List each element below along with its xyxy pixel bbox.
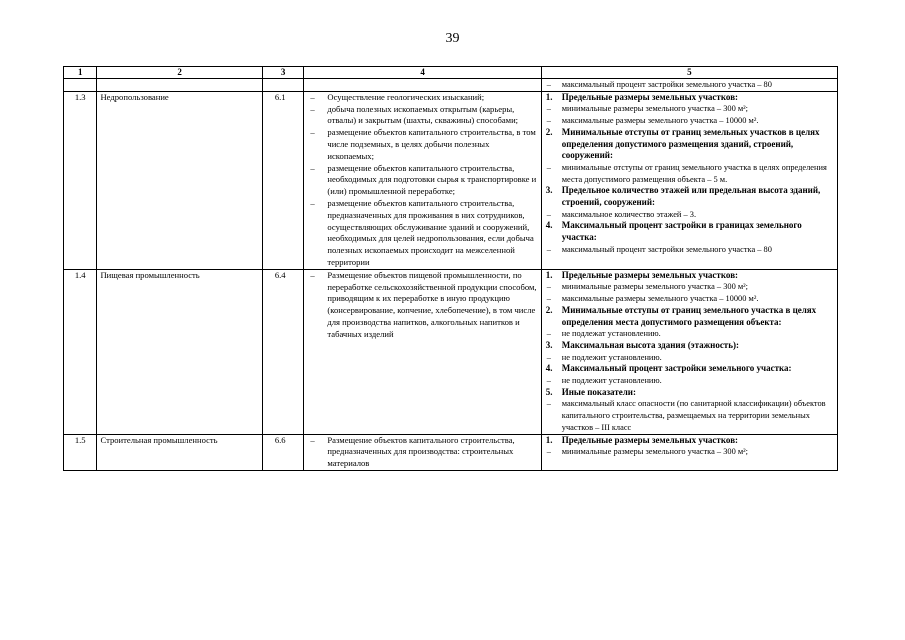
empty-cell	[304, 79, 541, 92]
page-number: 39	[445, 31, 460, 46]
empty-cell	[97, 79, 262, 92]
parameters-cell	[541, 434, 837, 470]
description-cell	[304, 434, 541, 470]
header-cell: 4	[304, 67, 541, 79]
parameter-section	[545, 127, 834, 162]
header-cell: 3	[262, 67, 304, 79]
parameter-section-number: 4.	[545, 220, 553, 231]
parameters-cell	[541, 269, 837, 434]
land-use-name-cell: Строительная промышленность	[97, 434, 262, 470]
description-list	[307, 92, 537, 269]
description-list	[307, 270, 537, 341]
parameter-section-title: Предельные размеры земельных участков:	[561, 91, 739, 102]
parameter-section-number: 2.	[545, 304, 553, 315]
parameter-item: – минимальные размеры земельного участка – 300 м²;	[545, 446, 834, 458]
parameter-section-title: Минимальные отступы от границ земельного участка в целях определения места допустимого размещения объекта:	[561, 304, 817, 327]
parameter-item: – не подлежат установлению.	[545, 328, 834, 340]
parameter-section-title: Иные показатели:	[561, 386, 636, 397]
parameters-cell	[541, 91, 837, 269]
parameter-item: – минимальные размеры земельного участка – 300 м²;	[545, 103, 834, 115]
description-cell	[304, 269, 541, 434]
parameter-item: – минимальные отступы от границ земельного участка в целях определения места допустимого размещения объекта – 5 м.	[545, 162, 834, 186]
parameter-section-number: 1.	[545, 269, 553, 280]
parameter-section	[545, 92, 834, 104]
parameter-section	[545, 435, 834, 447]
parameter-section-title: Предельные размеры земельных участков:	[561, 434, 739, 445]
parameter-section-number: 1.	[545, 434, 553, 445]
header-cell: 1	[64, 67, 97, 79]
parameter-section-title: Минимальные отступы от границ земельных участков в целях определения допустимого размещения зданий, строений, сооружений:	[561, 126, 820, 161]
empty-cell	[262, 79, 304, 92]
description-item: – Размещение объектов капитального строительства, предназначенных для производства: строительных материалов	[307, 435, 537, 470]
parameter-section-number: 1.	[545, 91, 553, 102]
land-use-code-cell: 6.4	[262, 269, 304, 434]
table-row	[64, 91, 838, 269]
parameter-item: – максимальный процент застройки земельного участка – 80	[545, 244, 834, 256]
description-list	[307, 435, 537, 470]
description-cell	[304, 91, 541, 269]
description-item: – размещение объектов капитального строительства, предназначенных для проживания в них сотрудников, осуществляющих обслуживание зданий и сооружений, необходимых для целей недропользования, если добыча полезных ископаемых происходит на межселенной территории	[307, 198, 537, 269]
row-number-cell: 1.3	[64, 91, 97, 269]
description-item: – Размещение объектов пищевой промышленности, по переработке сельскохозяйственной продукции способом, приводящим к их переработке в иную продукцию (консервирование, копчение, хлебопечение), в том числе для производства напитков, алкогольных напитков и табачных изделий	[307, 270, 537, 341]
land-use-name-cell: Недропользование	[97, 91, 262, 269]
parameter-item: – максимальное количество этажей – 3.	[545, 209, 834, 221]
row-number-cell: 1.4	[64, 269, 97, 434]
description-item: – добыча полезных ископаемых открытым (карьеры, отвалы) и закрытым (шахты, скважины) способами;	[307, 104, 537, 128]
parameter-section-number: 4.	[545, 363, 553, 374]
description-item: – Осуществление геологических изысканий;	[307, 92, 537, 104]
parameter-section-title: Предельное количество этажей или предельная высота зданий, строений, сооружений:	[561, 185, 821, 207]
parameter-section-number: 2.	[545, 126, 553, 137]
description-item: – размещение объектов капитального строительства, необходимых для подготовки сырья к транспортировке и (или) промышленной переработке;	[307, 163, 537, 198]
parameter-item: – минимальные размеры земельного участка – 300 м²;	[545, 281, 834, 293]
parameter-section-number: 3.	[545, 339, 553, 350]
parameter-item: – максимальные размеры земельного участка – 10000 м².	[545, 115, 834, 127]
description-item: – размещение объектов капитального строительства, в том числе подземных, в целях добычи полезных ископаемых;	[307, 127, 537, 162]
parameter-section	[545, 387, 834, 399]
table-row	[64, 269, 838, 434]
empty-cell	[64, 79, 97, 92]
parameter-section-title: Максимальный процент застройки земельного участка:	[561, 363, 792, 374]
continuation-row	[64, 79, 838, 92]
parameter-section-title: Максимальная высота здания (этажность):	[561, 339, 739, 350]
parameter-item: – максимальный процент застройки земельного участка – 80	[545, 79, 834, 91]
parameter-section	[545, 340, 834, 352]
parameter-item: – максимальные размеры земельного участка – 10000 м².	[545, 293, 834, 305]
table-row	[64, 434, 838, 470]
parameter-section	[545, 363, 834, 375]
parameter-section	[545, 270, 834, 282]
parameter-section-number: 5.	[545, 386, 553, 397]
parameter-item: – максимальный класс опасности (по санитарной классификации) объектов капитального строительства, размещаемых на территории земельных участков – III класс	[545, 398, 834, 433]
parameter-section-number: 3.	[545, 185, 553, 196]
parameter-item: – не подлежит установлению.	[545, 375, 834, 387]
table-header-row	[64, 67, 838, 79]
parameter-section	[545, 220, 834, 243]
land-use-code-cell: 6.1	[262, 91, 304, 269]
parameter-section-title: Предельные размеры земельных участков:	[561, 269, 739, 280]
land-use-code-cell: 6.6	[262, 434, 304, 470]
regulations-table	[63, 66, 838, 471]
header-cell: 5	[541, 67, 837, 79]
header-cell: 2	[97, 67, 262, 79]
parameter-section-title: Максимальный процент застройки в границах земельного участка:	[561, 220, 802, 242]
parameter-section	[545, 305, 834, 328]
row-number-cell: 1.5	[64, 434, 97, 470]
land-use-name-cell: Пищевая промышленность	[97, 269, 262, 434]
continued-parameters-cell	[541, 79, 837, 92]
parameter-item: – не подлежит установлению.	[545, 352, 834, 364]
parameter-section	[545, 185, 834, 208]
